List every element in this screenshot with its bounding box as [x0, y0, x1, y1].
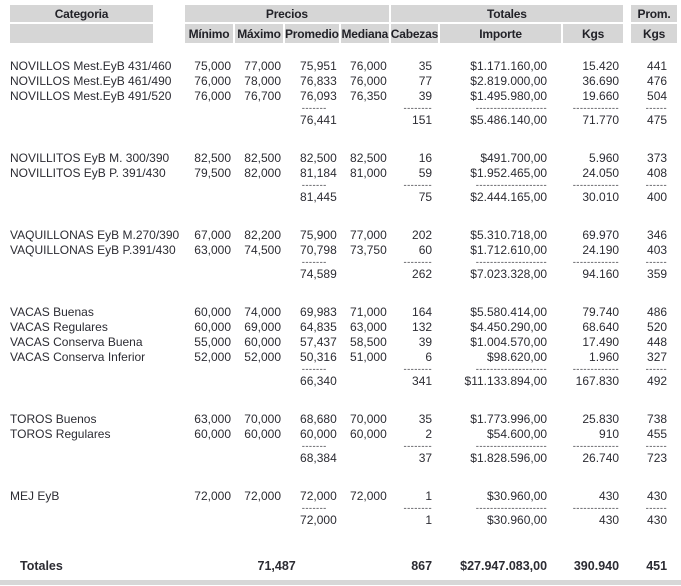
cell-prom-kgs: 476 [647, 74, 668, 88]
subtotal-promedio: 72,000 [300, 513, 337, 527]
subtotal-promedio: 81,445 [300, 190, 337, 204]
grandtotal-promedio: 71,487 [257, 559, 296, 573]
subtotal-cabezas: 151 [412, 113, 433, 127]
dash-kgs: ------------- [572, 441, 620, 452]
dash-importe: -------------------- [475, 257, 548, 268]
cell-mediana: 63,000 [350, 320, 387, 334]
header-precios: Precios [185, 5, 389, 24]
cell-maximo: 74,500 [244, 243, 281, 257]
dash-cabezas: -------- [403, 103, 433, 114]
cell-cabezas: 1 [425, 489, 433, 503]
cell-categoria: NOVILLOS Mest.EyB 431/460 [10, 59, 172, 73]
dash-kgs: ------------- [572, 364, 620, 375]
spacer-cell [625, 166, 629, 181]
subtotal-prom-kgs: 430 [647, 513, 668, 527]
cell-mediana: 73,750 [350, 243, 387, 257]
cell-mediana: 70,000 [350, 412, 387, 426]
cell-kgs: 910 [599, 427, 620, 441]
cell-maximo: 60,000 [244, 335, 281, 349]
subtotal-kgs: 30.010 [582, 190, 620, 204]
empty-cell [341, 513, 389, 528]
cell-minimo: 60,000 [194, 427, 231, 441]
dash-empty [185, 181, 233, 190]
subtotal-empty [10, 113, 183, 128]
table-header [10, 5, 677, 43]
subtotal-empty [10, 267, 183, 282]
dash-cabezas: -------- [403, 441, 433, 452]
cell-kgs: 17.490 [582, 335, 620, 349]
cell-prom-kgs: 408 [647, 166, 668, 180]
cell-categoria: TOROS Regulares [10, 427, 111, 441]
subtotal-importe: $2.444.165,00 [470, 190, 548, 204]
spacer-cell [625, 365, 629, 374]
spacer-cell [625, 228, 629, 243]
header-mediana: Mediana [341, 24, 389, 43]
grandtotal-label: Totales [20, 559, 63, 573]
dash-promedio: ------- [301, 257, 327, 268]
empty-cell [235, 113, 283, 128]
subtotal-kgs: 71.770 [582, 113, 620, 127]
cell-prom-kgs: 448 [647, 335, 668, 349]
header-spacer [155, 5, 183, 24]
grandtotal-prom-kgs: 451 [646, 559, 668, 573]
header-maximo: Máximo [235, 24, 283, 43]
cell-importe: $30.960,00 [486, 489, 548, 503]
cell-prom-kgs: 430 [647, 489, 668, 503]
cell-kgs: 5.960 [589, 151, 620, 165]
empty-cell [341, 113, 389, 128]
dash-empty [235, 442, 283, 451]
header-spacer [155, 24, 183, 43]
dash-empty [185, 104, 233, 113]
spacer-cell [625, 89, 629, 104]
subtotal-promedio: 68,384 [300, 451, 337, 465]
cell-maximo: 82,000 [244, 166, 281, 180]
empty-cell [341, 190, 389, 205]
dash-prom-kgs: ------ [645, 441, 668, 452]
cell-cabezas: 164 [412, 305, 433, 319]
subtotal-prom-kgs: 723 [647, 451, 668, 465]
spacer-cell [625, 427, 629, 442]
cell-cabezas: 39 [418, 335, 433, 349]
subtotal-prom-kgs: 492 [647, 374, 668, 388]
cell-importe: $1.171.160,00 [470, 59, 548, 73]
dash-empty [235, 104, 283, 113]
spacer-row [10, 128, 677, 151]
empty-cell [185, 113, 233, 128]
spacer-cell [625, 489, 629, 504]
cell-maximo: 74,000 [244, 305, 281, 319]
cell-cabezas: 35 [418, 412, 433, 426]
cell-categoria: NOVILLITOS EyB P. 391/430 [10, 166, 166, 180]
subtotal-importe: $5.486.140,00 [470, 113, 548, 127]
cell-categoria: MEJ EyB [10, 489, 60, 503]
dash-importe: -------------------- [475, 180, 548, 191]
spacer-cell [625, 151, 629, 166]
cell-minimo: 60,000 [194, 320, 231, 334]
cell-promedio: 76,833 [300, 74, 337, 88]
empty-cell [341, 267, 389, 282]
cell-maximo: 76,700 [244, 89, 281, 103]
spacer-cell [625, 267, 629, 282]
cell-maximo: 69,000 [244, 320, 281, 334]
spacer-row [10, 43, 677, 59]
cell-minimo: 72,000 [194, 489, 231, 503]
dash-cabezas: -------- [403, 257, 433, 268]
cell-importe: $98.620,00 [486, 350, 548, 364]
dash-kgs: ------------- [572, 257, 620, 268]
table-body [10, 43, 677, 574]
cell-kgs: 79.740 [582, 305, 620, 319]
subtotal-promedio: 66,340 [300, 374, 337, 388]
subtotal-prom-kgs: 475 [647, 113, 668, 127]
cell-categoria: VACAS Conserva Buena [10, 335, 143, 349]
cell-promedio: 68,680 [300, 412, 337, 426]
cell-importe: $4.450.290,00 [470, 320, 548, 334]
spacer-cell [625, 559, 629, 574]
dash-empty [341, 104, 389, 113]
spacer-cell [625, 181, 629, 190]
dash-cabezas: -------- [403, 364, 433, 375]
dash-empty [10, 442, 183, 451]
cell-importe: $1.004.570,00 [470, 335, 548, 349]
cell-cabezas: 59 [418, 166, 433, 180]
cell-minimo: 60,000 [194, 305, 231, 319]
cell-mediana: 76,000 [350, 59, 387, 73]
cell-importe: $54.600,00 [486, 427, 548, 441]
cell-cabezas: 132 [412, 320, 433, 334]
dash-empty [185, 258, 233, 267]
cell-minimo: 79,500 [194, 166, 231, 180]
spacer-cell [625, 374, 629, 389]
cell-maximo: 77,000 [244, 59, 281, 73]
cell-importe: $491.700,00 [480, 151, 548, 165]
spacer-cell [625, 305, 629, 320]
cell-categoria: VACAS Conserva Inferior [10, 350, 146, 364]
cell-prom-kgs: 504 [647, 89, 668, 103]
dash-importe: -------------------- [475, 503, 548, 514]
cell-kgs: 430 [599, 489, 620, 503]
price-report-table [8, 5, 679, 574]
empty-cell [185, 267, 233, 282]
dash-prom-kgs: ------ [645, 103, 668, 114]
header-prom: Prom. [631, 5, 677, 24]
cell-promedio: 81,184 [300, 166, 337, 180]
cell-categoria: NOVILLITOS EyB M. 300/390 [10, 151, 170, 165]
subtotal-empty [10, 190, 183, 205]
cell-minimo: 82,500 [194, 151, 231, 165]
cell-minimo: 76,000 [194, 74, 231, 88]
dash-empty [235, 365, 283, 374]
cell-mediana: 71,000 [350, 305, 387, 319]
header-categoria-empty [10, 24, 153, 43]
cell-promedio: 75,951 [300, 59, 337, 73]
cell-prom-kgs: 346 [647, 228, 668, 242]
spacer-row [10, 528, 677, 559]
dash-kgs: ------------- [572, 503, 620, 514]
header-categoria: Categoria [10, 5, 153, 24]
cell-promedio: 50,316 [300, 350, 337, 364]
subtotal-promedio: 76,441 [300, 113, 337, 127]
dash-prom-kgs: ------ [645, 257, 668, 268]
cell-mediana: 76,350 [350, 89, 387, 103]
cell-kgs: 69.970 [582, 228, 620, 242]
cell-kgs: 25.830 [582, 412, 620, 426]
subtotal-importe: $30.960,00 [486, 513, 548, 527]
spacer-row [10, 389, 677, 412]
spacer-cell [625, 412, 629, 427]
subtotal-prom-kgs: 400 [647, 190, 668, 204]
cell-promedio: 69,983 [300, 305, 337, 319]
cell-promedio: 64,835 [300, 320, 337, 334]
spacer-cell [625, 104, 629, 113]
cell-importe: $1.495.980,00 [470, 89, 548, 103]
dash-empty [235, 258, 283, 267]
cell-categoria: VACAS Buenas [10, 305, 94, 319]
cell-kgs: 68.640 [582, 320, 620, 334]
dash-importe: -------------------- [475, 103, 548, 114]
spacer-cell [625, 190, 629, 205]
grandtotal-cabezas: 867 [411, 559, 433, 573]
cell-prom-kgs: 738 [647, 412, 668, 426]
subtotal-cabezas: 262 [412, 267, 433, 281]
cell-promedio: 76,093 [300, 89, 337, 103]
cell-promedio: 75,900 [300, 228, 337, 242]
subtotal-kgs: 26.740 [582, 451, 620, 465]
cell-prom-kgs: 455 [647, 427, 668, 441]
dash-promedio: ------- [301, 503, 327, 514]
spacer-cell [625, 513, 629, 528]
dash-importe: -------------------- [475, 441, 548, 452]
empty-cell [341, 559, 389, 574]
cell-prom-kgs: 327 [647, 350, 668, 364]
spacer-cell [625, 59, 629, 74]
empty-cell [341, 451, 389, 466]
cell-importe: $1.952.465,00 [470, 166, 548, 180]
spacer-cell [625, 113, 629, 128]
cell-prom-kgs: 403 [647, 243, 668, 257]
spacer-cell [625, 258, 629, 267]
dash-promedio: ------- [301, 103, 327, 114]
empty-cell [185, 190, 233, 205]
cell-maximo: 82,200 [244, 228, 281, 242]
spacer-cell [625, 504, 629, 513]
dash-empty [235, 504, 283, 513]
cell-categoria: VACAS Regulares [10, 320, 108, 334]
subtotal-cabezas: 1 [425, 513, 433, 527]
subtotal-importe: $1.828.596,00 [470, 451, 548, 465]
cell-categoria: VAQUILLONAS EyB P.391/430 [10, 243, 176, 257]
spacer-cell [625, 350, 629, 365]
cell-minimo: 63,000 [194, 243, 231, 257]
cell-cabezas: 39 [418, 89, 433, 103]
empty-cell [235, 190, 283, 205]
dash-empty [341, 365, 389, 374]
subtotal-empty [10, 374, 183, 389]
dash-cabezas: -------- [403, 180, 433, 191]
spacer-cell [625, 320, 629, 335]
cell-cabezas: 202 [412, 228, 433, 242]
cell-prom-kgs: 441 [647, 59, 668, 73]
empty-cell [185, 451, 233, 466]
header-prom-kgs: Kgs [631, 24, 677, 43]
cell-importe: $1.773.996,00 [470, 412, 548, 426]
cell-mediana: 77,000 [350, 228, 387, 242]
cell-cabezas: 35 [418, 59, 433, 73]
cell-kgs: 15.420 [582, 59, 620, 73]
cell-mediana: 60,000 [350, 427, 387, 441]
cell-promedio: 60,000 [300, 427, 337, 441]
cell-kgs: 24.050 [582, 166, 620, 180]
cell-categoria: NOVILLOS Mest.EyB 491/520 [10, 89, 172, 103]
cell-prom-kgs: 486 [647, 305, 668, 319]
spacer-cell [625, 335, 629, 350]
cell-maximo: 52,000 [244, 350, 281, 364]
cell-cabezas: 60 [418, 243, 433, 257]
subtotal-importe: $11.133.894,00 [464, 374, 548, 388]
cell-promedio: 82,500 [300, 151, 337, 165]
cell-kgs: 36.690 [582, 74, 620, 88]
dash-prom-kgs: ------ [645, 364, 668, 375]
cell-promedio: 57,437 [300, 335, 337, 349]
cell-minimo: 67,000 [194, 228, 231, 242]
header-spacer [625, 5, 629, 24]
dash-empty [341, 442, 389, 451]
dash-kgs: ------------- [572, 103, 620, 114]
dash-importe: -------------------- [475, 364, 548, 375]
cell-prom-kgs: 373 [647, 151, 668, 165]
subtotal-promedio: 74,589 [300, 267, 337, 281]
subtotal-kgs: 94.160 [582, 267, 620, 281]
spacer-cell [625, 243, 629, 258]
header-minimo: Mínimo [185, 24, 233, 43]
dash-prom-kgs: ------ [645, 180, 668, 191]
empty-cell [235, 513, 283, 528]
cell-maximo: 82,500 [244, 151, 281, 165]
header-promedio: Promedio [285, 24, 339, 43]
cell-minimo: 76,000 [194, 89, 231, 103]
cell-mediana: 82,500 [350, 151, 387, 165]
dash-empty [341, 258, 389, 267]
cell-maximo: 78,000 [244, 74, 281, 88]
cell-categoria: NOVILLOS Mest.EyB 461/490 [10, 74, 172, 88]
empty-cell [235, 267, 283, 282]
empty-cell [185, 513, 233, 528]
subtotal-kgs: 430 [599, 513, 620, 527]
cell-kgs: 1.960 [589, 350, 620, 364]
spacer-row [10, 466, 677, 489]
empty-cell [341, 374, 389, 389]
subtotal-empty [10, 451, 183, 466]
cell-minimo: 52,000 [194, 350, 231, 364]
empty-cell [235, 451, 283, 466]
cell-mediana: 76,000 [350, 74, 387, 88]
cell-maximo: 72,000 [244, 489, 281, 503]
spacer-cell [625, 451, 629, 466]
dash-empty [10, 365, 183, 374]
cell-importe: $1.712.610,00 [470, 243, 548, 257]
cell-kgs: 24.190 [582, 243, 620, 257]
cell-mediana: 51,000 [350, 350, 387, 364]
cell-categoria: VAQUILLONAS EyB M.270/390 [10, 228, 180, 242]
subtotal-kgs: 167.830 [575, 374, 620, 388]
cell-categoria: TOROS Buenos [10, 412, 97, 426]
cell-minimo: 55,000 [194, 335, 231, 349]
cell-cabezas: 16 [418, 151, 433, 165]
dash-promedio: ------- [301, 364, 327, 375]
dash-empty [341, 504, 389, 513]
cell-kgs: 19.660 [582, 89, 620, 103]
spacer-row [10, 282, 677, 305]
cell-mediana: 81,000 [350, 166, 387, 180]
spacer-cell [625, 442, 629, 451]
cell-importe: $2.819.000,00 [470, 74, 548, 88]
cell-mediana: 72,000 [350, 489, 387, 503]
subtotal-cabezas: 75 [418, 190, 433, 204]
cell-cabezas: 2 [425, 427, 433, 441]
subtotal-cabezas: 341 [412, 374, 433, 388]
cell-importe: $5.580.414,00 [470, 305, 548, 319]
cell-mediana: 58,500 [350, 335, 387, 349]
dash-empty [185, 504, 233, 513]
dash-empty [10, 504, 183, 513]
cell-minimo: 75,000 [194, 59, 231, 73]
header-importe: Importe [440, 24, 561, 43]
header-totales: Totales [391, 5, 623, 24]
cell-promedio: 72,000 [300, 489, 337, 503]
cell-minimo: 63,000 [194, 412, 231, 426]
header-spacer [625, 24, 629, 43]
cell-maximo: 70,000 [244, 412, 281, 426]
dash-empty [185, 442, 233, 451]
cell-promedio: 70,798 [300, 243, 337, 257]
cell-prom-kgs: 520 [647, 320, 668, 334]
dash-prom-kgs: ------ [645, 503, 668, 514]
cell-importe: $5.310.718,00 [470, 228, 548, 242]
dash-empty [10, 104, 183, 113]
dash-cabezas: -------- [403, 503, 433, 514]
dash-empty [10, 258, 183, 267]
subtotal-cabezas: 37 [418, 451, 433, 465]
spacer-row [10, 205, 677, 228]
dash-empty [341, 181, 389, 190]
header-cabezas: Cabezas [391, 24, 438, 43]
empty-cell [185, 374, 233, 389]
dash-empty [10, 181, 183, 190]
subtotal-importe: $7.023.328,00 [470, 267, 548, 281]
empty-cell [235, 374, 283, 389]
grandtotal-importe: $27.947.083,00 [460, 559, 548, 573]
cell-cabezas: 6 [425, 350, 433, 364]
subtotal-prom-kgs: 359 [647, 267, 668, 281]
header-kgs: Kgs [563, 24, 623, 43]
dash-kgs: ------------- [572, 180, 620, 191]
cell-maximo: 60,000 [244, 427, 281, 441]
cell-cabezas: 77 [418, 74, 433, 88]
grandtotal-kgs: 390.940 [573, 559, 620, 573]
subtotal-empty [10, 513, 183, 528]
dash-empty [235, 181, 283, 190]
dash-promedio: ------- [301, 180, 327, 191]
dash-promedio: ------- [301, 441, 327, 452]
dash-empty [185, 365, 233, 374]
spacer-cell [625, 74, 629, 89]
